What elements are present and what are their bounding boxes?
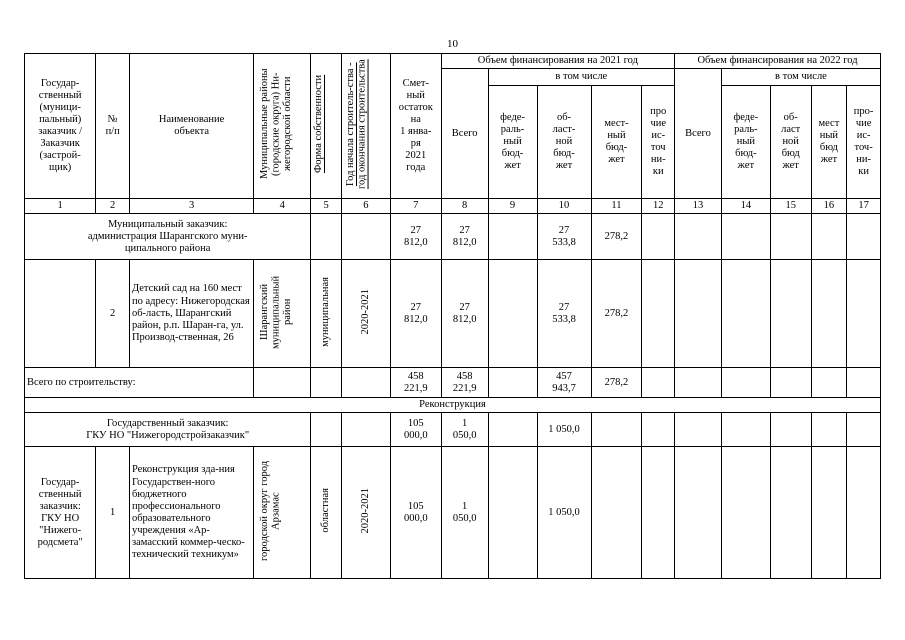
col-num: 3 bbox=[129, 199, 253, 214]
regional-cell: 457 943,7 bbox=[537, 368, 591, 398]
col-num: 10 bbox=[537, 199, 591, 214]
object-name: Реконструкция зда-ния Государствен-ного бюджетного профессионального образовательного учреждения «Ар-замасский коммер-ческо-технический техникум» bbox=[129, 447, 253, 579]
total-cell: 27 812,0 bbox=[441, 214, 488, 260]
total-cell: 1 050,0 bbox=[441, 413, 488, 447]
header-num: № п/п bbox=[96, 54, 130, 199]
estimate-cell: 105 000,0 bbox=[390, 447, 441, 579]
row-num: 2 bbox=[96, 260, 130, 368]
col-num: 4 bbox=[254, 199, 311, 214]
local-cell: 278,2 bbox=[591, 214, 642, 260]
estimate-cell: 27 812,0 bbox=[390, 260, 441, 368]
header-districts: Муниципальные районы (городские округа) Ни-жегородской области bbox=[254, 54, 311, 199]
section-row bbox=[25, 398, 881, 413]
total-cell: 1 050,0 bbox=[441, 447, 488, 579]
col-num: 6 bbox=[341, 199, 390, 214]
col-num: 5 bbox=[311, 199, 342, 214]
customer-label: Муниципальный заказчик: администрация Шарангского муни- ципального района bbox=[25, 214, 311, 260]
ownership-cell: областная bbox=[311, 447, 342, 579]
col-num: 17 bbox=[847, 199, 881, 214]
page-number: 10 bbox=[447, 38, 458, 50]
col-num: 7 bbox=[390, 199, 441, 214]
col-num: 16 bbox=[811, 199, 847, 214]
section-title: Реконструкция bbox=[25, 398, 881, 413]
regional-cell: 1 050,0 bbox=[537, 413, 591, 447]
header-including-2021: в том числе bbox=[488, 69, 674, 86]
table-row-object2 bbox=[25, 447, 881, 579]
header-federal-2022: феде- раль- ный бюд- жет bbox=[721, 86, 770, 199]
col-num: 15 bbox=[770, 199, 811, 214]
header-total-2021: Всего bbox=[441, 69, 488, 199]
col-num: 2 bbox=[96, 199, 130, 214]
header-estimate: Смет- ный остаток на 1 янва- ря 2021 года bbox=[390, 54, 441, 199]
col-num: 11 bbox=[591, 199, 642, 214]
financing-table bbox=[24, 53, 881, 579]
estimate-cell: 27 812,0 bbox=[390, 214, 441, 260]
years-cell: 2020-2021 bbox=[341, 447, 390, 579]
district-cell: Шарангский муниципальный район bbox=[254, 260, 311, 368]
header-fin-2021: Объем финансирования на 2021 год bbox=[441, 54, 674, 69]
object-name: Детский сад на 160 мест по адресу: Нижегородская об-ласть, Шарангский район, р.п. Шаран-га, ул. Производ-ственная, 26 bbox=[129, 260, 253, 368]
header-other-2022: про- чие ис- точ- ни- ки bbox=[847, 86, 881, 199]
table-row-object1 bbox=[25, 260, 881, 368]
object-customer: Государ- ственный заказчик: ГКУ НО "Нижего- родсмета" bbox=[25, 447, 96, 579]
header-fin-2022: Объем финансирования на 2022 год bbox=[675, 54, 881, 69]
header-customer: Государ- ственный (муници- пальный) заказчик / Заказчик (застрой- щик) bbox=[25, 54, 96, 199]
regional-cell: 1 050,0 bbox=[537, 447, 591, 579]
col-num: 12 bbox=[642, 199, 675, 214]
estimate-cell: 458 221,9 bbox=[390, 368, 441, 398]
header-federal-2021: феде- раль- ный бюд- жет bbox=[488, 86, 537, 199]
header-other-2021: про чие ис- точ ни- ки bbox=[642, 86, 675, 199]
header-years: Год начала строитель-ства - год окончания строительства bbox=[341, 54, 390, 199]
col-num: 9 bbox=[488, 199, 537, 214]
row-num: 1 bbox=[96, 447, 130, 579]
regional-cell: 27 533,8 bbox=[537, 260, 591, 368]
col-num: 14 bbox=[721, 199, 770, 214]
local-cell: 278,2 bbox=[591, 368, 642, 398]
header-object-name: Наименование объекта bbox=[129, 54, 253, 199]
header-total-2022: Всего bbox=[675, 69, 722, 199]
column-numbers-row bbox=[25, 199, 881, 214]
header-ownership: Форма собственности bbox=[311, 54, 342, 199]
header-local-2021: мест- ный бюд- жет bbox=[591, 86, 642, 199]
header-regional-2022: об- ласт ной бюд жет bbox=[770, 86, 811, 199]
table-row-customer2 bbox=[25, 413, 881, 447]
local-cell: 278,2 bbox=[591, 260, 642, 368]
district-cell: городской округ город Арзамас bbox=[254, 447, 311, 579]
estimate-cell: 105 000,0 bbox=[390, 413, 441, 447]
col-num: 13 bbox=[675, 199, 722, 214]
total-cell: 458 221,9 bbox=[441, 368, 488, 398]
total-label: Всего по строительству: bbox=[25, 368, 254, 398]
total-cell: 27 812,0 bbox=[441, 260, 488, 368]
customer-label: Государственный заказчик: ГКУ НО "Нижегородстройзаказчик" bbox=[25, 413, 311, 447]
header-row-1 bbox=[25, 54, 881, 69]
header-including-2022: в том числе bbox=[721, 69, 880, 86]
ownership-cell: муниципальная bbox=[311, 260, 342, 368]
regional-cell: 27 533,8 bbox=[537, 214, 591, 260]
col-num: 1 bbox=[25, 199, 96, 214]
table-row-customer1 bbox=[25, 214, 881, 260]
header-local-2022: мест ный бюд жет bbox=[811, 86, 847, 199]
table-row-construction-total bbox=[25, 368, 881, 398]
years-cell: 2020-2021 bbox=[341, 260, 390, 368]
header-regional-2021: об- ласт- ной бюд- жет bbox=[537, 86, 591, 199]
col-num: 8 bbox=[441, 199, 488, 214]
